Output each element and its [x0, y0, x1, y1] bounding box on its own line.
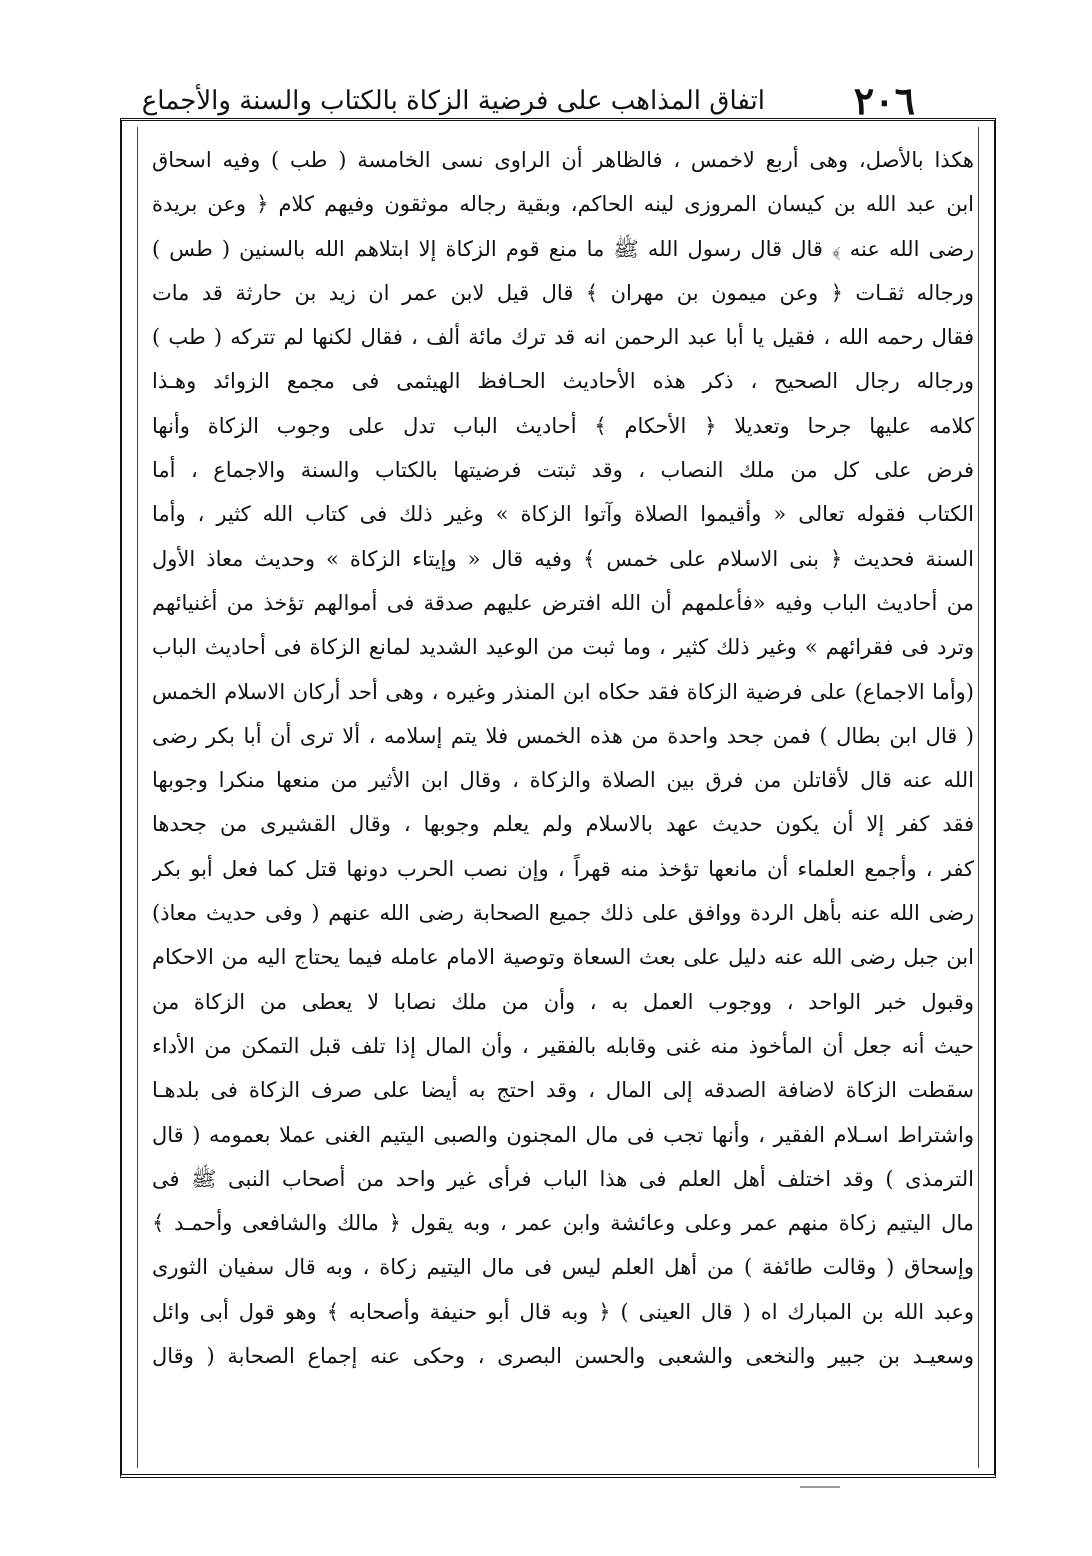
text-line: ابن عبد الله بن كيسان المروزى لينه الحاكم، وبقية رجاله موثقون وفيهم كلام ﴿ وعن بريدة — [152, 192, 974, 217]
text-line: رضى الله عنه ﴾ قال قال رسول الله ﷺ ما منع قوم الزكاة إلا ابتلاهم الله بالسنين ( طس ) — [152, 236, 974, 261]
footer-mark — [800, 1486, 840, 1488]
page-number: ٢٠٦ — [853, 78, 915, 123]
text-line: كلامه عليها جرحا وتعديلا ﴿ الأحكام ﴾ أحاديث الباب تدل على وجوب الزكاة وأنها — [152, 413, 974, 438]
text-line: (وأما الاجماع) على فرضية الزكاة فقد حكاه ابن المنذر وغيره ، وهى أحد أركان الاسلام الخمس — [152, 679, 974, 704]
text-line: سقطت الزكاة لاضافة الصدقه إلى المال ، وقد احتج به أيضا على صرف الزكاة فى بلدهـا — [152, 1078, 974, 1103]
text-line: ورجاله رجال الصحيح ، ذكر هذه الأحاديث الحـافظ الهيثمى فى مجمع الزوائد وهـذا — [152, 369, 974, 394]
text-line: وقبول خبر الواحد ، ووجوب العمل به ، وأن من ملك نصابا لا يعطى من الزكاة من — [152, 989, 974, 1014]
text-line: حيث أنه جعل أن المأخوذ منه غنى وقابله بالفقير ، وأن المال إذا تلف قبل التمكن من الأداء — [152, 1033, 974, 1058]
text-line: كفر ، وأجمع العلماء أن مانعها تؤخذ منه قهراً ، وإن نصب الحرب دونها قتل كما فعل أبو بكر — [152, 856, 974, 881]
text-line: رضى الله عنه بأهل الردة ووافق على ذلك جميع الصحابة رضى الله عنهم ( وفى حديث معاذ) — [152, 901, 974, 926]
text-line: ابن جبل رضى الله عنه دليل على بعث السعاة وتوصية الامام عامله فيما يحتاج اليه من الاحكام — [152, 945, 974, 970]
running-title: اتفاق المذاهب على فرضية الزكاة بالكتاب والسنة والأجماع — [141, 86, 765, 116]
text-line: السنة فحديث ﴿ بنى الاسلام على خمس ﴾ وفيه قال « وإيتاء الزكاة » وحديث معاذ الأول — [152, 546, 974, 571]
text-line: الترمذى ) وقد اختلف أهل العلم فى هذا الباب فرأى غير واحد من أصحاب النبى ﷺ فى — [152, 1166, 974, 1191]
text-line: ورجاله ثقـات ﴿ وعن ميمون بن مهران ﴾ قال قيل لابن عمر ان زيد بن حارثة قد مات — [152, 280, 974, 305]
text-line: فقال رحمه الله ، فقيل يا أبا عبد الرحمن انه قد ترك مائة ألف ، فقال لكنها لم تتركه ( طب ) — [152, 325, 974, 350]
text-line: وعبد الله بن المبارك اه ( قال العينى ) ﴿ وبه قال أبو حنيفة وأصحابه ﴾ وهو قول أبى وائل — [152, 1299, 974, 1324]
text-line: الكتاب فقوله تعالى « وأقيموا الصلاة وآتوا الزكاة » وغير ذلك فى كتاب الله كثير ، وأما — [152, 502, 974, 527]
text-line: وترد فى فقرائهم » وغير ذلك كثير ، وما ثبت من الوعيد الشديد لمانع الزكاة فى أحاديث الباب — [152, 635, 974, 660]
text-line: هكذا بالأصل، وهى أربع لاخمس ، فالظاهر أن الراوى نسى الخامسة ( طب ) وفيه اسحاق — [152, 148, 974, 172]
text-line: واشتراط اسـلام الفقير ، وأنها تجب فى مال المجنون والصبى اليتيم الغنى عملا بعمومه ( قال — [152, 1122, 974, 1147]
text-line: وسعيـد بن جبير والنخعى والشعبى والحسن البصرى ، وحكى عنه إجماع الصحابة ( وقال — [152, 1344, 974, 1369]
text-line: ( قال ابن بطال ) فمن جحد واحدة من هذه الخمس فلا يتم إسلامه ، ألا ترى أن أبا بكر رضى — [152, 723, 974, 748]
text-line: من أحاديث الباب وفيه «فأعلمهم أن الله افترض عليهم صدقة فى أموالهم تؤخذ من أغنيائهم — [152, 590, 974, 615]
body-text — [152, 138, 974, 1458]
text-line: فرض على كل من ملك النصاب ، وقد ثبتت فرضيتها بالكتاب والسنة والاجماع ، أما — [152, 458, 974, 483]
text-line: مال اليتيم زكاة منهم عمر وعلى وعائشة وابن عمر ، وبه يقول ﴿ مالك والشافعى وأحمـد ﴾ — [152, 1211, 974, 1236]
text-line: وإسحاق ( وقالت طائفة ) من أهل العلم ليس فى مال اليتيم زكاة ، وبه قال سفيان الثورى — [152, 1255, 974, 1280]
text-line: فقد كفر إلا أن يكون حديث عهد بالاسلام ولم يعلم وجوبها ، وقال القشيرى من جحدها — [152, 812, 974, 837]
text-line: الله عنه قال لأقاتلن من فرق بين الصلاة والزكاة ، وقال ابن الأثير من منعها منكرا وجوبها — [152, 768, 974, 793]
